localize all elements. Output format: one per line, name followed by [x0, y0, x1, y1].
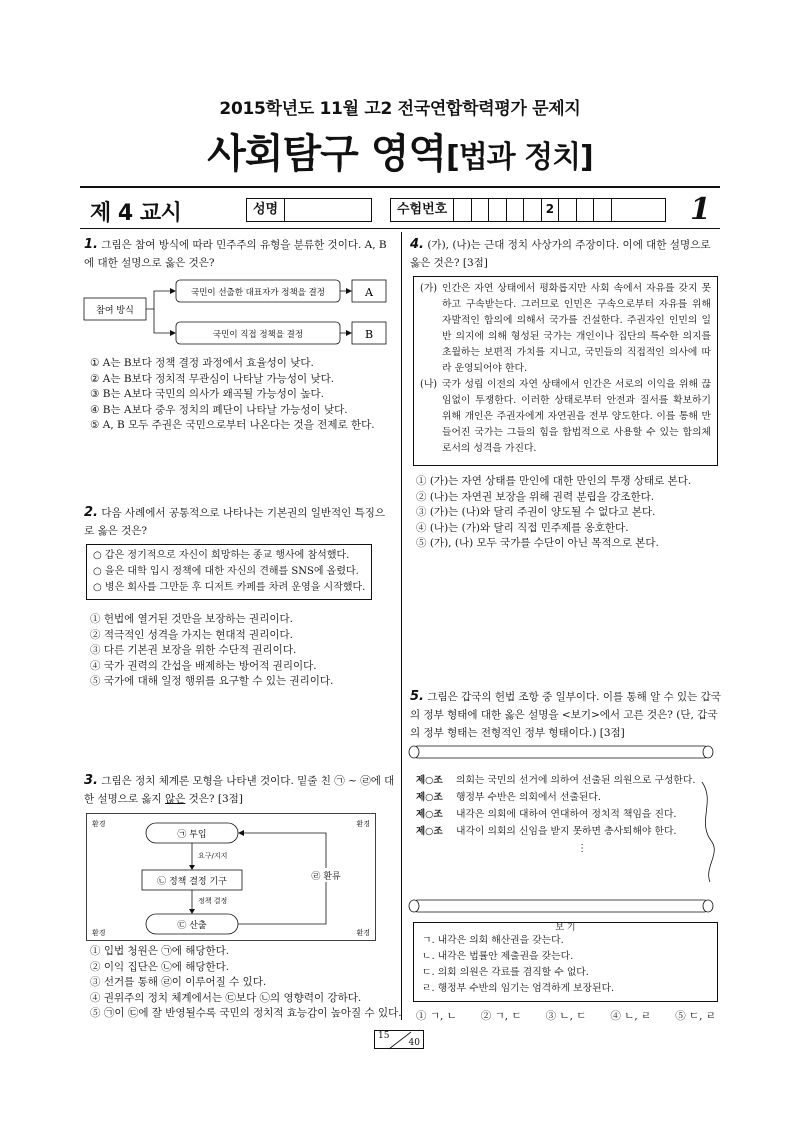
q5-article [416, 789, 708, 806]
question-3-choices [90, 944, 402, 1022]
choice[interactable]: ③ 선거를 통해 ㉣이 이루어질 수 있다. [90, 976, 267, 988]
choice[interactable]: ② 이익 집단은 ㉡에 해당한다. [90, 960, 230, 973]
q3-diagram [86, 813, 376, 941]
question-1-stem [84, 236, 392, 272]
q5-bogi-list [422, 933, 614, 997]
q5-article-label: 제○조 [416, 826, 443, 837]
question-3-number: 3. [84, 773, 98, 788]
q5-article-label: 제○조 [416, 809, 443, 820]
choice[interactable]: ⑤ A, B 모두 주권은 국민으로부터 나온다는 것을 전제로 한다. [90, 419, 375, 431]
q3-feedback-label: ㉣ 환류 [311, 872, 341, 882]
bogi-item: ㄴ. 내각은 법률안 제출권을 갖는다. [422, 951, 574, 962]
name-label: 성명 [247, 199, 285, 221]
exam-number-label: 수험번호 [391, 199, 454, 221]
page-total: 40 [408, 1038, 420, 1048]
q1-connector-a [146, 291, 170, 309]
exam-number-cells[interactable] [454, 199, 665, 221]
choice[interactable]: ⑤ 국가에 대해 일정 행위를 요구할 수 있는 권리이다. [90, 675, 334, 687]
choice[interactable]: ④ 국가 권력의 간섭을 배제하는 방어적 권리이다. [90, 659, 317, 672]
choice[interactable]: ② ㄱ, ㄷ [480, 1010, 522, 1022]
choice[interactable]: ④ (나)는 (가)와 달리 직접 민주제를 옹호한다. [416, 521, 629, 534]
question-3-text-underlined: 않은 [165, 793, 186, 805]
choice[interactable]: ④ 권위주의 정치 체계에서는 ㉢보다 ㉡의 영향력이 강하다. [90, 991, 362, 1004]
question-2-stem [84, 504, 392, 540]
q5-bogi-title: 보 기 [549, 923, 581, 933]
choice[interactable]: ② 적극적인 성격을 가지는 현대적 권리이다. [90, 628, 293, 641]
choice[interactable]: ④ ㄴ, ㄹ [610, 1010, 652, 1022]
choice[interactable]: ③ ㄴ, ㄷ [545, 1010, 587, 1022]
question-2-choices [90, 612, 333, 690]
q4-ga-label: (가) [420, 283, 438, 294]
q5-article-text: 내각은 의회에 대하여 연대하여 정치적 책임을 진다. [456, 809, 677, 820]
q1-arrow-b2 [346, 330, 352, 336]
name-field[interactable] [285, 199, 371, 221]
column-divider [401, 232, 402, 1020]
q5-article [416, 806, 708, 823]
choice[interactable]: ① 입법 청원은 ㉠에 해당한다. [90, 945, 230, 957]
subject-title [0, 122, 800, 179]
exam-number-cell [507, 199, 525, 221]
q3-demand-label: 요구/지지 [198, 852, 228, 860]
bogi-item: ㄷ. 의회 의원은 각료를 겸직할 수 없다. [422, 967, 589, 978]
q1-root-label: 참여 방식 [96, 306, 134, 316]
q1-diagram [82, 276, 392, 350]
subject-sub: [법과 정치] [445, 140, 593, 175]
exam-title: 2015학년도 11월 고2 전국연합학력평가 문제지 [219, 99, 581, 119]
q3-env-br: 환경 [356, 929, 370, 937]
q3-policy-label: ㉡ 정책 결정 기구 [157, 877, 227, 887]
q5-bogi-title-wrap [414, 915, 717, 934]
question-4-choices [416, 474, 691, 552]
period-label: 제 4 교시 [90, 201, 182, 226]
exam-number-cell [612, 199, 630, 221]
choice[interactable]: ① A는 B보다 정책 결정 과정에서 효율성이 낮다. [90, 357, 314, 369]
q3-env-tl: 환경 [92, 820, 106, 828]
question-2-text: 다음 사례에서 공통적으로 나타나는 기본권의 일반적인 특징으로 옳은 것은? [84, 507, 386, 537]
exam-number-cell [454, 199, 472, 221]
choice[interactable]: ③ 다른 기본권 보장을 위한 수단적 권리이다. [90, 644, 297, 656]
subject-main: 사회탐구 영역 [207, 131, 446, 177]
scroll-top-left-end [409, 746, 419, 758]
q5-article-label: 제○조 [416, 775, 443, 786]
exam-number-cell [594, 199, 612, 221]
exam-number-box [390, 198, 666, 222]
q1-arrow-a [170, 288, 176, 294]
choice[interactable]: ③ B는 A보다 국민의 의사가 왜곡될 가능성이 높다. [90, 388, 324, 400]
scroll-top-roll [412, 746, 710, 758]
q5-article-label: 제○조 [416, 792, 443, 803]
exam-number-cell [489, 199, 507, 221]
q1-label-a: A [365, 286, 373, 299]
question-5-number: 5. [410, 689, 424, 704]
exam-number-cell [577, 199, 595, 221]
q5-articles [416, 772, 708, 857]
q1-label-b: B [364, 328, 374, 341]
q3-input-label: ㉠ 투입 [177, 830, 207, 840]
question-5-choices [416, 1008, 716, 1023]
exam-number-cell: 2 [542, 199, 560, 221]
exam-number-cell [524, 199, 542, 221]
q2-case-line: ○ 갑은 정기적으로 자신이 희망하는 종교 행사에 참석했다. [93, 550, 350, 561]
q3-output-label: ㉢ 산출 [177, 921, 207, 931]
q1-connector-b [154, 309, 170, 333]
q5-ellipsis: ⋮ [577, 843, 587, 854]
q4-passage-ga [420, 281, 711, 377]
scroll-bottom-right-end [703, 900, 713, 912]
q5-article-text: 의회는 국민의 선거에 의하여 선출된 의원으로 구성한다. [456, 775, 696, 786]
header-rule-top [80, 186, 720, 188]
question-5-text: 그림은 갑국의 헌법 조항 중 일부이다. 이를 통해 알 수 있는 갑국의 정부 형태에 대한 옳은 설명을 <보기>에서 고른 것은? (단, 갑국의 정부 형태는 전형적인 정부 형태이다.) [3점] [410, 691, 721, 739]
question-2-number: 2. [84, 505, 98, 520]
q2-case-line: ○ 을은 대학 입시 정책에 대한 자신의 견해를 SNS에 올렸다. [93, 566, 359, 577]
q5-bogi-box [413, 922, 718, 1002]
bogi-item: ㄹ. 행정부 수반의 임기는 엄격하게 보장된다. [422, 983, 615, 994]
page-number: 1 [690, 192, 711, 227]
choice[interactable]: ⑤ (가), (나) 모두 국가를 수단이 아닌 목적으로 본다. [416, 537, 659, 549]
question-1-text: 그림은 참여 방식에 따라 민주주의 유형을 분류한 것이다. A, B에 대한 설명으로 옳은 것은? [84, 239, 387, 269]
name-box [246, 198, 372, 222]
choice[interactable]: ⑤ ㉠이 ㉢에 잘 반영될수록 국민의 정치적 효능감이 높아질 수 있다. [90, 1007, 402, 1019]
scroll-bottom-left-end [409, 900, 419, 912]
question-4-number: 4. [410, 237, 424, 252]
header-rule-bottom [80, 228, 720, 229]
q4-na-text: 국가 성립 이전의 자연 상태에서 인간은 서로의 이익을 위해 끊임없이 투쟁한다. 이러한 상태로부터 안전과 질서를 확보하기 위해 개인은 주권자에게 자연권을 전부 양도한다. 이를 통해 만들어진 국가는 그들의 힘을 합법적으로 사용할 수 있는 합의체로서의 성격을 가진다. [442, 379, 711, 454]
q5-article [416, 823, 708, 840]
q5-article [416, 772, 708, 789]
q4-ga-text: 인간은 자연 상태에서 평화롭지만 사회 속에서 자유를 갖지 못하고 구속받는다. 그러므로 인민은 구속으로부터 자유를 위해 자발적인 합의에 의해서 국가를 건설한다. 주권자인 인민의 일반 의지에 의해 형성된 국가는 개인이나 집단의 특수한 의지를 초월하는 보편적 가치를 지니고, 국민들의 직접적인 의사에 따라 운영되어야 한다. [442, 283, 711, 374]
q4-na-label: (나) [420, 379, 438, 390]
question-3-text-a: 그림은 정치 체계론 모형을 나타낸 것이다. 밑줄 친 ㉠ ~ ㉣에 대한 설명으로 옳지 [84, 775, 395, 805]
q4-passage-box [413, 276, 718, 466]
exam-number-cell [472, 199, 490, 221]
q3-env-bl: 환경 [92, 929, 106, 937]
question-4-text: (가), (나)는 근대 정치 사상가의 주장이다. 이에 대한 설명으로 옳은 것은? [3점] [410, 239, 711, 269]
choice[interactable]: ④ B는 A보다 중우 정치의 폐단이 나타날 가능성이 낮다. [90, 403, 348, 416]
page-current: 15 [378, 1031, 390, 1041]
choice[interactable]: ⑤ ㄷ, ㄹ [675, 1010, 716, 1022]
question-3-stem [84, 772, 396, 808]
q1-arrow-b [170, 330, 176, 336]
q2-case-line: ○ 병은 회사를 그만둔 후 디저트 카페를 차려 운영을 시작했다. [93, 582, 366, 593]
choice[interactable]: ① ㄱ, ㄴ [416, 1010, 457, 1022]
question-1-number: 1. [84, 237, 98, 252]
q1-branch-a-text: 국민이 선출한 대표자가 정책을 결정 [191, 288, 325, 298]
bogi-item: ㄱ. 내각은 의회 해산권을 갖는다. [422, 935, 564, 946]
question-1-choices [90, 356, 375, 434]
question-3-text-b: 것은? [3점] [185, 793, 243, 805]
q2-case-box [86, 544, 372, 600]
scroll-bottom-roll [412, 900, 710, 912]
question-4-stem [410, 236, 722, 272]
q5-article-text: 내각이 의회의 신임을 받지 못하면 총사퇴해야 한다. [456, 826, 677, 837]
choice[interactable]: ① 헌법에 열거된 것만을 보장하는 권리이다. [90, 613, 293, 625]
scroll-top-right-end [703, 746, 713, 758]
page-counter [374, 1030, 424, 1049]
q3-env-tr: 환경 [356, 820, 370, 828]
q5-article-text: 행정부 수반은 의회에서 선출된다. [456, 792, 601, 803]
exam-number-cell [559, 199, 577, 221]
q4-passage-na [420, 377, 711, 457]
q1-arrow-a2 [346, 288, 352, 294]
q1-branch-b-text: 국민이 직접 정책을 결정 [212, 330, 304, 340]
question-5-stem [410, 688, 724, 742]
choice[interactable]: ② (나)는 자연권 보장을 위해 권력 분립을 강조한다. [416, 490, 655, 503]
q3-decision-label: 정책 결정 [198, 897, 228, 905]
choice[interactable]: ② A는 B보다 정치적 무관심이 나타날 가능성이 낮다. [90, 372, 335, 385]
choice[interactable]: ③ (가)는 (나)와 달리 주권이 양도될 수 없다고 본다. [416, 506, 656, 518]
choice[interactable]: ① (가)는 자연 상태를 만인에 대한 만인의 투쟁 상태로 본다. [416, 475, 692, 487]
